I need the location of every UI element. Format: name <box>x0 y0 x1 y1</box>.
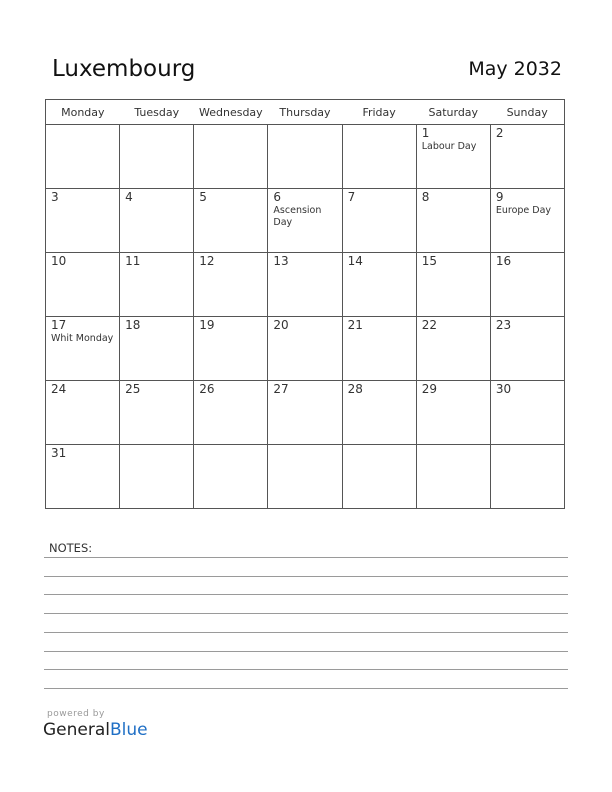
day-cell <box>490 445 564 509</box>
calendar-grid <box>45 99 565 509</box>
day-cell <box>490 189 564 253</box>
day-number: 26 <box>199 382 215 396</box>
day-cell <box>416 317 490 381</box>
calendar-month-title: May 2032 <box>468 58 562 80</box>
day-cell <box>268 381 342 445</box>
day-cell <box>194 125 268 189</box>
weekday-header: Tuesday <box>120 100 194 125</box>
day-number: 28 <box>347 382 363 396</box>
day-cell <box>342 253 416 317</box>
day-number: 14 <box>347 254 363 268</box>
day-number: 12 <box>199 254 215 268</box>
notes-line <box>44 557 568 558</box>
day-number: 17 <box>51 318 67 332</box>
day-number: 3 <box>51 190 59 204</box>
brand-general: General <box>43 720 110 740</box>
day-cell <box>46 189 120 253</box>
day-cell <box>342 445 416 509</box>
week-row <box>46 317 565 381</box>
day-cell <box>46 125 120 189</box>
day-cell <box>416 445 490 509</box>
day-number: 20 <box>273 318 289 332</box>
week-row <box>46 189 565 253</box>
day-number: 8 <box>421 190 430 204</box>
week-row <box>46 253 565 317</box>
day-number: 15 <box>421 254 437 268</box>
day-cell <box>342 125 416 189</box>
calendar-country-title: Luxembourg <box>52 56 196 82</box>
day-number: 13 <box>273 254 289 268</box>
notes-line <box>44 688 568 689</box>
day-cell <box>268 317 342 381</box>
day-cell <box>490 381 564 445</box>
day-cell <box>120 189 194 253</box>
notes-label: NOTES: <box>49 541 93 555</box>
day-cell <box>120 317 194 381</box>
week-row <box>46 381 565 445</box>
weekday-header: Sunday <box>490 100 564 125</box>
day-cell <box>490 317 564 381</box>
day-number: 29 <box>421 382 437 396</box>
day-cell <box>120 125 194 189</box>
day-number: 30 <box>495 382 512 396</box>
day-number: 21 <box>347 318 363 332</box>
day-number: 16 <box>495 254 512 268</box>
day-cell <box>342 189 416 253</box>
day-number: 2 <box>495 126 504 140</box>
day-cell <box>46 381 120 445</box>
holiday-label: Labour Day <box>421 141 477 152</box>
weekday-header-row <box>46 100 565 125</box>
day-cell <box>194 445 268 509</box>
day-cell <box>194 317 268 381</box>
holiday-label: Ascension Day <box>273 205 322 228</box>
notes-line <box>44 594 568 595</box>
notes-line <box>44 632 568 633</box>
day-cell <box>416 253 490 317</box>
day-number: 9 <box>495 190 504 204</box>
day-cell <box>342 381 416 445</box>
day-cell <box>120 253 194 317</box>
day-number: 7 <box>347 190 356 204</box>
day-cell <box>194 253 268 317</box>
weekday-header: Friday <box>342 100 416 125</box>
powered-by-text: powered by <box>47 709 105 719</box>
holiday-label: Europe Day <box>495 205 552 216</box>
day-number: 22 <box>421 318 437 332</box>
day-cell <box>46 445 120 509</box>
day-cell <box>416 125 490 189</box>
day-number: 10 <box>51 254 67 268</box>
day-cell <box>342 317 416 381</box>
day-number: 6 <box>273 190 282 204</box>
day-number: 31 <box>51 446 67 460</box>
day-cell <box>490 125 564 189</box>
day-cell <box>268 125 342 189</box>
day-number: 5 <box>199 190 207 204</box>
day-number: 24 <box>51 382 67 396</box>
day-number: 4 <box>125 190 133 204</box>
day-cell <box>46 253 120 317</box>
day-cell <box>194 189 268 253</box>
day-number: 27 <box>273 382 289 396</box>
weekday-header: Wednesday <box>194 100 268 125</box>
day-cell <box>194 381 268 445</box>
day-cell <box>490 253 564 317</box>
day-number: 25 <box>125 382 141 396</box>
notes-line <box>44 613 568 614</box>
day-cell <box>120 445 194 509</box>
notes-line <box>44 651 568 652</box>
weekday-header: Saturday <box>416 100 490 125</box>
day-cell <box>268 445 342 509</box>
day-number: 23 <box>495 318 512 332</box>
holiday-label: Whit Monday <box>51 333 114 344</box>
brand-logo[interactable] <box>43 720 148 740</box>
week-row <box>46 125 565 189</box>
day-cell <box>268 189 342 253</box>
day-cell <box>416 381 490 445</box>
day-number: 18 <box>125 318 141 332</box>
day-number: 11 <box>125 254 141 268</box>
day-cell <box>120 381 194 445</box>
day-cell <box>268 253 342 317</box>
week-row <box>46 445 565 509</box>
day-number: 19 <box>199 318 215 332</box>
day-number: 1 <box>421 126 430 140</box>
day-cell <box>416 189 490 253</box>
weekday-header: Thursday <box>268 100 342 125</box>
notes-line <box>44 576 568 577</box>
day-cell <box>46 317 120 381</box>
brand-blue: Blue <box>110 720 148 740</box>
notes-line <box>44 669 568 670</box>
weekday-header: Monday <box>46 100 120 125</box>
